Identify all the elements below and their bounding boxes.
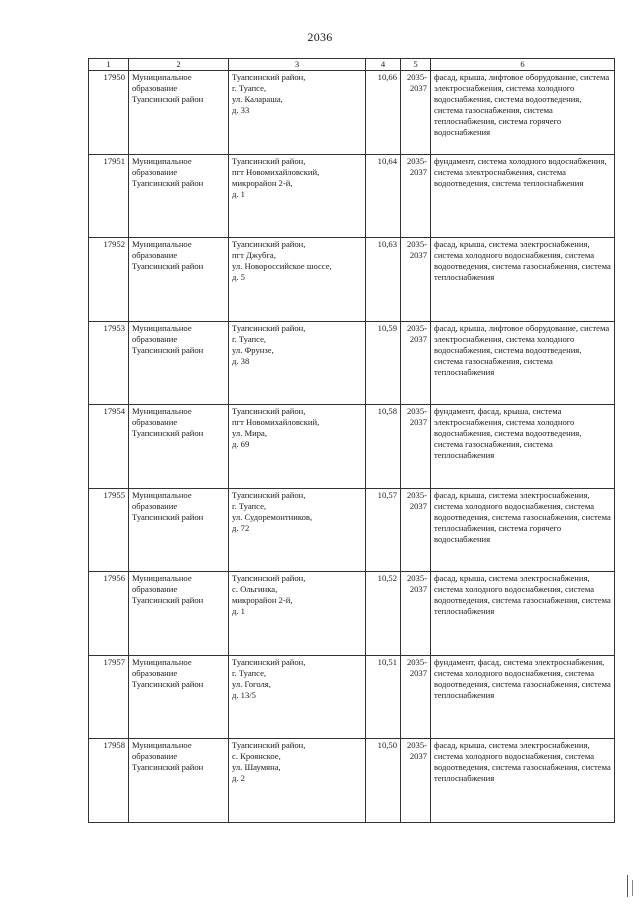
owner-line: Муниципальное <box>132 656 192 667</box>
works-text: фасад, крыша, система электроснабжения, система холодного водоснабжения, система водоотведения, система газоснабжения, система теплоснабжения <box>434 573 611 616</box>
owner-line: Муниципальное <box>132 322 192 333</box>
owner-cell <box>129 238 229 322</box>
area-value: 10,63 <box>366 238 401 322</box>
works-cell <box>431 238 615 322</box>
works-cell <box>431 739 615 823</box>
page-number: 2036 <box>307 30 333 44</box>
owner-line: Муниципальное <box>132 740 192 750</box>
row-number: 17958 <box>89 739 129 823</box>
address-line: ул. Шаумяна, <box>232 762 281 772</box>
row-number: 17951 <box>89 154 129 238</box>
period-end: 2037 <box>409 250 427 260</box>
works-cell <box>431 321 615 405</box>
owner-cell <box>129 405 229 489</box>
address-line: г. Туапсе, <box>232 83 267 93</box>
address-line: Туапсинский район, <box>232 489 306 500</box>
column-header: 2 <box>129 59 229 71</box>
owner-line: Муниципальное <box>132 406 192 416</box>
address-line: с. Кроянское, <box>232 751 281 761</box>
works-cell <box>431 71 615 155</box>
address-line: д. 1 <box>232 188 245 199</box>
address-cell <box>229 321 366 405</box>
address-cell <box>229 71 366 155</box>
column-header: 1 <box>89 59 129 71</box>
address-line: Туапсинский район, <box>232 740 306 750</box>
works-cell <box>431 154 615 238</box>
period-cell <box>401 154 431 238</box>
owner-line: Туапсинский район <box>132 428 204 438</box>
owner-line: образование <box>132 333 178 344</box>
address-line: д. 13/5 <box>232 689 256 700</box>
column-header: 5 <box>401 59 431 71</box>
table-row <box>89 405 615 489</box>
table-row <box>89 572 615 656</box>
owner-line: Туапсинский район <box>132 344 204 355</box>
works-text: фундамент, фасад, система электроснабжения, система холодного водоснабжения, система водоотведения, система газоснабжения, система теплоснабжения <box>434 656 611 700</box>
works-text: фасад, крыша, система электроснабжения, система холодного водоснабжения, система водоотведения, система газоснабжения, система теплоснабжения <box>434 740 611 783</box>
owner-cell <box>129 488 229 572</box>
period-start: 2035- <box>406 740 427 750</box>
register-table <box>88 58 615 823</box>
address-line: микрорайон 2-й, <box>232 595 293 605</box>
period-end: 2037 <box>409 584 427 594</box>
row-number: 17950 <box>89 71 129 155</box>
works-text: фундамент, фасад, крыша, система электроснабжения, система холодного водоснабжения, система водоотведения, система газоснабжения, система теплоснабжения <box>434 406 582 460</box>
address-line: г. Туапсе, <box>232 500 267 511</box>
works-text: фасад, крыша, лифтовое оборудование, система электроснабжения, система холодного водоснабжения, система водоотведения, система газоснабжения, система теплоснабжения, система горячего водоснабжения <box>434 72 610 137</box>
owner-line: образование <box>132 584 178 594</box>
owner-line: образование <box>132 417 178 427</box>
address-line: Туапсинский район, <box>232 155 306 166</box>
period-end: 2037 <box>409 83 427 93</box>
address-cell <box>229 238 366 322</box>
address-line: ул. Фрунзе, <box>232 344 274 355</box>
owner-line: образование <box>132 667 178 678</box>
owner-line: Туапсинский район <box>132 595 204 605</box>
area-value: 10,51 <box>366 655 401 739</box>
area-value: 10,52 <box>366 572 401 656</box>
period-cell <box>401 405 431 489</box>
owner-cell <box>129 71 229 155</box>
works-text: фасад, крыша, система электроснабжения, система холодного водоснабжения, система водоотведения, система газоснабжения, система теплоснабжения, система горячего водоснабжения <box>434 489 611 544</box>
owner-line: Туапсинский район <box>132 94 204 104</box>
table-row <box>89 154 615 238</box>
works-text: фасад, крыша, лифтовое оборудование, система электроснабжения, система холодного водоснабжения, система водоотведения, система газоснабжения, система теплоснабжения <box>434 322 610 377</box>
table-row <box>89 321 615 405</box>
address-line: ул. Судоремонтников, <box>232 511 313 522</box>
owner-line: Муниципальное <box>132 72 192 82</box>
scan-artifact-line <box>632 880 633 896</box>
table-row <box>89 739 615 823</box>
address-line: Туапсинский район, <box>232 322 306 333</box>
area-value: 10,66 <box>366 71 401 155</box>
period-cell <box>401 71 431 155</box>
owner-line: Муниципальное <box>132 239 192 249</box>
address-line: Туапсинский район, <box>232 573 306 583</box>
owner-line: образование <box>132 500 178 511</box>
owner-line: Муниципальное <box>132 489 192 500</box>
owner-cell <box>129 321 229 405</box>
owner-cell <box>129 739 229 823</box>
address-line: пгт Джубга, <box>232 250 276 260</box>
address-line: Туапсинский район, <box>232 239 306 249</box>
period-end: 2037 <box>409 667 427 678</box>
row-number: 17952 <box>89 238 129 322</box>
address-cell <box>229 154 366 238</box>
row-number: 17953 <box>89 321 129 405</box>
period-end: 2037 <box>409 751 427 761</box>
period-start: 2035- <box>406 573 427 583</box>
owner-cell <box>129 572 229 656</box>
address-line: д. 69 <box>232 439 250 449</box>
column-header: 4 <box>366 59 401 71</box>
period-start: 2035- <box>406 489 427 500</box>
row-number: 17957 <box>89 655 129 739</box>
address-line: ул. Гоголя, <box>232 678 271 689</box>
works-text: фундамент, система холодного водоснабжения, система электроснабжения, система водоотведения, система теплоснабжения <box>434 155 607 188</box>
owner-line: Туапсинский район <box>132 511 204 522</box>
row-number: 17955 <box>89 488 129 572</box>
address-line: Туапсинский район, <box>232 656 306 667</box>
owner-cell <box>129 655 229 739</box>
address-line: пгт Новомихайловский, <box>232 166 320 177</box>
period-end: 2037 <box>409 333 427 344</box>
period-end: 2037 <box>409 166 427 177</box>
period-cell <box>401 488 431 572</box>
owner-line: Туапсинский район <box>132 177 204 188</box>
owner-line: Туапсинский район <box>132 678 204 689</box>
period-start: 2035- <box>406 656 427 667</box>
address-line: пгт Новомихайловский, <box>232 417 320 427</box>
period-start: 2035- <box>406 322 427 333</box>
owner-line: образование <box>132 166 178 177</box>
owner-line: Муниципальное <box>132 155 192 166</box>
owner-line: Туапсинский район <box>132 762 204 772</box>
address-cell <box>229 655 366 739</box>
address-line: ул. Мира, <box>232 428 268 438</box>
address-line: микрорайон 2-й, <box>232 177 293 188</box>
area-value: 10,50 <box>366 739 401 823</box>
period-start: 2035- <box>406 72 427 82</box>
period-cell <box>401 655 431 739</box>
address-line: Туапсинский район, <box>232 72 306 82</box>
scan-artifact-line <box>627 875 628 897</box>
works-cell <box>431 655 615 739</box>
address-cell <box>229 488 366 572</box>
works-text: фасад, крыша, система электроснабжения, система холодного водоснабжения, система водоотведения, система газоснабжения, система теплоснабжения <box>434 239 611 282</box>
address-cell <box>229 739 366 823</box>
table-row <box>89 238 615 322</box>
address-line: д. 2 <box>232 773 245 783</box>
row-number: 17954 <box>89 405 129 489</box>
owner-line: образование <box>132 83 178 93</box>
table-row <box>89 488 615 572</box>
works-cell <box>431 405 615 489</box>
area-value: 10,57 <box>366 488 401 572</box>
address-cell <box>229 405 366 489</box>
area-value: 10,64 <box>366 154 401 238</box>
owner-cell <box>129 154 229 238</box>
address-line: д. 38 <box>232 355 250 366</box>
period-cell <box>401 572 431 656</box>
period-end: 2037 <box>409 500 427 511</box>
period-end: 2037 <box>409 417 427 427</box>
address-cell <box>229 572 366 656</box>
owner-line: образование <box>132 751 178 761</box>
address-line: д. 1 <box>232 606 245 616</box>
owner-line: Туапсинский район <box>132 261 204 271</box>
address-line: д. 72 <box>232 522 250 533</box>
address-line: д. 5 <box>232 272 245 282</box>
address-line: с. Ольгинка, <box>232 584 278 594</box>
area-value: 10,59 <box>366 321 401 405</box>
period-start: 2035- <box>406 406 427 416</box>
address-line: ул. Новороссийское шоссе, <box>232 261 332 271</box>
area-value: 10,58 <box>366 405 401 489</box>
works-cell <box>431 572 615 656</box>
address-line: ул. Калараша, <box>232 94 283 104</box>
table-header-row <box>89 59 615 71</box>
address-line: Туапсинский район, <box>232 406 306 416</box>
column-header: 6 <box>431 59 615 71</box>
address-line: г. Туапсе, <box>232 333 267 344</box>
works-cell <box>431 488 615 572</box>
table-row <box>89 655 615 739</box>
period-cell <box>401 321 431 405</box>
address-line: г. Туапсе, <box>232 667 267 678</box>
address-line: д. 33 <box>232 105 250 115</box>
owner-line: Муниципальное <box>132 573 192 583</box>
period-start: 2035- <box>406 155 427 166</box>
period-start: 2035- <box>406 239 427 249</box>
column-header: 3 <box>229 59 366 71</box>
table-row <box>89 71 615 155</box>
period-cell <box>401 739 431 823</box>
row-number: 17956 <box>89 572 129 656</box>
period-cell <box>401 238 431 322</box>
owner-line: образование <box>132 250 178 260</box>
